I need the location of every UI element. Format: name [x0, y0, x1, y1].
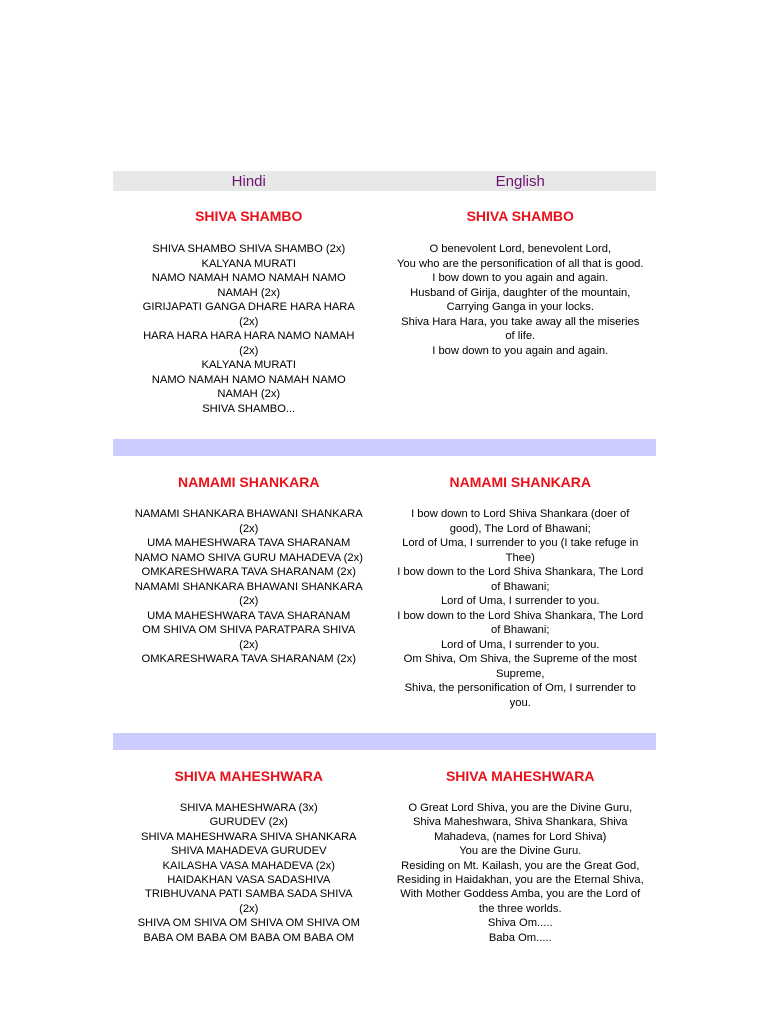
- lyric-line: (2x): [239, 344, 259, 357]
- hindi-column: [113, 456, 385, 710]
- lyric-line: (2x): [239, 595, 259, 607]
- song-section: [113, 456, 656, 710]
- lyric-line: (2x): [239, 902, 259, 915]
- english-lyrics: [385, 242, 657, 358]
- lyric-line: You are the Divine Guru.: [459, 845, 582, 858]
- lyric-line: NAMAH (2x): [217, 286, 281, 299]
- lyrics-table: [113, 171, 656, 945]
- hindi-lyrics: [113, 507, 385, 667]
- english-song-title: NAMAMI SHANKARA: [449, 474, 592, 490]
- lyric-line: NAMO NAMAH NAMO NAMAH NAMO: [151, 272, 346, 284]
- lyric-line: Shiva Maheshwara, Shiva Shankara, Shiva: [412, 816, 628, 829]
- lyric-line: of Bhawani;: [491, 580, 550, 593]
- lyric-line: You who are the personification of all that is good.: [397, 257, 644, 270]
- lyric-line: Mahadeva, (names for Lord Shiva): [434, 830, 607, 843]
- song-section: [113, 191, 656, 416]
- english-column: [385, 191, 657, 416]
- lyric-line: O Great Lord Shiva, you are the Divine Guru,: [408, 802, 633, 814]
- lyric-line: GIRIJAPATI GANGA DHARE HARA HARA: [142, 301, 355, 313]
- lyric-line: (2x): [239, 638, 259, 651]
- hindi-column-header: Hindi: [231, 172, 266, 190]
- lyric-line: KAILASHA VASA MAHADEVA (2x): [162, 859, 335, 872]
- lyric-line: I bow down to the Lord Shiva Shankara, The Lord: [397, 609, 644, 622]
- lyric-line: TRIBHUVANA PATI SAMBA SADA SHIVA: [145, 888, 353, 901]
- column-header-row: [113, 171, 656, 191]
- lyric-line: SHIVA SHAMBO SHIVA SHAMBO (2x): [152, 243, 346, 255]
- lyric-line: good), The Lord of Bhawani;: [449, 522, 591, 535]
- lyric-line: (2x): [239, 522, 259, 535]
- lyric-line: KALYANA MURATI: [201, 359, 296, 371]
- lyric-line: UMA MAHESHWARA TAVA SHARANAM: [147, 609, 351, 622]
- lyric-line: I bow down to Lord Shiva Shankara (doer of: [411, 508, 630, 520]
- lyric-line: I bow down to the Lord Shiva Shankara, The Lord: [397, 566, 644, 578]
- english-column: [385, 456, 657, 710]
- english-lyrics: [385, 801, 657, 945]
- hindi-song-title: NAMAMI SHANKARA: [177, 474, 320, 490]
- lyric-line: of Bhawani;: [491, 624, 550, 636]
- lyric-line: OM SHIVA OM SHIVA PARATPARA SHIVA: [142, 624, 356, 636]
- hindi-column: [113, 191, 385, 416]
- english-column-header: English: [495, 172, 545, 190]
- lyric-line: UMA MAHESHWARA TAVA SHARANAM: [147, 537, 351, 549]
- lyric-line: I bow down to you again and again.: [432, 272, 609, 284]
- lyric-line: SHIVA SHAMBO...: [202, 402, 296, 415]
- lyric-line: O benevolent Lord, benevolent Lord,: [429, 243, 612, 255]
- lyric-line: NAMO NAMO SHIVA GURU MAHADEVA (2x): [134, 551, 363, 564]
- hindi-lyrics: [113, 242, 385, 416]
- lyric-line: OMKARESHWARA TAVA SHARANAM (2x): [141, 566, 356, 578]
- lyric-line: Shiva Hara Hara, you take away all the miseries: [401, 315, 640, 328]
- lyric-line: Shiva, the personification of Om, I surrender to: [404, 682, 636, 694]
- lyric-line: Supreme,: [495, 667, 545, 680]
- english-column: [385, 750, 657, 945]
- lyric-line: SHIVA MAHADEVA GURUDEV: [170, 845, 327, 858]
- lyric-line: Residing on Mt. Kailash, you are the Great God,: [401, 859, 640, 872]
- lyric-line: Lord of Uma, I surrender to you.: [440, 638, 600, 651]
- songs-container: [113, 191, 656, 945]
- english-song-title: SHIVA MAHESHWARA: [445, 768, 595, 784]
- hindi-column: [113, 750, 385, 945]
- english-lyrics: [385, 507, 657, 710]
- hindi-song-title: SHIVA SHAMBO: [195, 208, 303, 224]
- lyric-line: BABA OM BABA OM BABA OM BABA OM: [143, 931, 355, 944]
- hindi-song-title: SHIVA MAHESHWARA: [174, 768, 324, 784]
- lyric-line: you.: [509, 696, 531, 709]
- lyric-line: GURUDEV (2x): [209, 816, 288, 829]
- lyric-line: the three worlds.: [478, 902, 562, 915]
- lyric-line: Carrying Ganga in your locks.: [446, 301, 594, 313]
- lyric-line: Husband of Girija, daughter of the mountain,: [410, 286, 631, 299]
- lyric-line: NAMAMI SHANKARA BHAWANI SHANKARA: [134, 508, 363, 520]
- song-section: [113, 750, 656, 945]
- lyric-line: I bow down to you again and again.: [432, 344, 609, 357]
- lyric-line: With Mother Goddess Amba, you are the Lord of: [400, 888, 641, 901]
- lyric-line: (2x): [239, 315, 259, 328]
- song-separator: [113, 439, 656, 456]
- lyric-line: Residing in Haidakhan, you are the Eternal Shiva,: [396, 874, 644, 887]
- lyric-line: OMKARESHWARA TAVA SHARANAM (2x): [141, 653, 356, 665]
- lyric-line: HARA HARA HARA HARA NAMO NAMAH: [143, 330, 355, 342]
- lyric-line: Lord of Uma, I surrender to you.: [440, 595, 600, 607]
- lyric-line: KALYANA MURATI: [201, 257, 296, 270]
- lyric-line: Thee): [505, 551, 535, 564]
- lyric-line: Lord of Uma, I surrender to you (I take refuge in: [402, 537, 639, 549]
- lyric-line: SHIVA MAHESHWARA SHIVA SHANKARA: [140, 830, 357, 843]
- lyric-line: NAMO NAMAH NAMO NAMAH NAMO: [151, 373, 346, 386]
- lyric-line: of life.: [505, 330, 536, 342]
- song-separator: [113, 733, 656, 750]
- lyric-line: NAMAMI SHANKARA BHAWANI SHANKARA: [134, 580, 363, 593]
- lyric-line: Shiva Om.....: [487, 917, 553, 930]
- lyric-line: Om Shiva, Om Shiva, the Supreme of the most: [403, 653, 637, 665]
- lyric-line: NAMAH (2x): [217, 388, 281, 400]
- lyric-line: HAIDAKHAN VASA SADASHIVA: [167, 874, 331, 887]
- hindi-lyrics: [113, 801, 385, 945]
- lyric-line: SHIVA OM SHIVA OM SHIVA OM SHIVA OM: [137, 917, 360, 930]
- lyric-line: Baba Om.....: [488, 931, 552, 944]
- english-song-title: SHIVA SHAMBO: [466, 208, 574, 224]
- lyric-line: SHIVA MAHESHWARA (3x): [179, 802, 318, 814]
